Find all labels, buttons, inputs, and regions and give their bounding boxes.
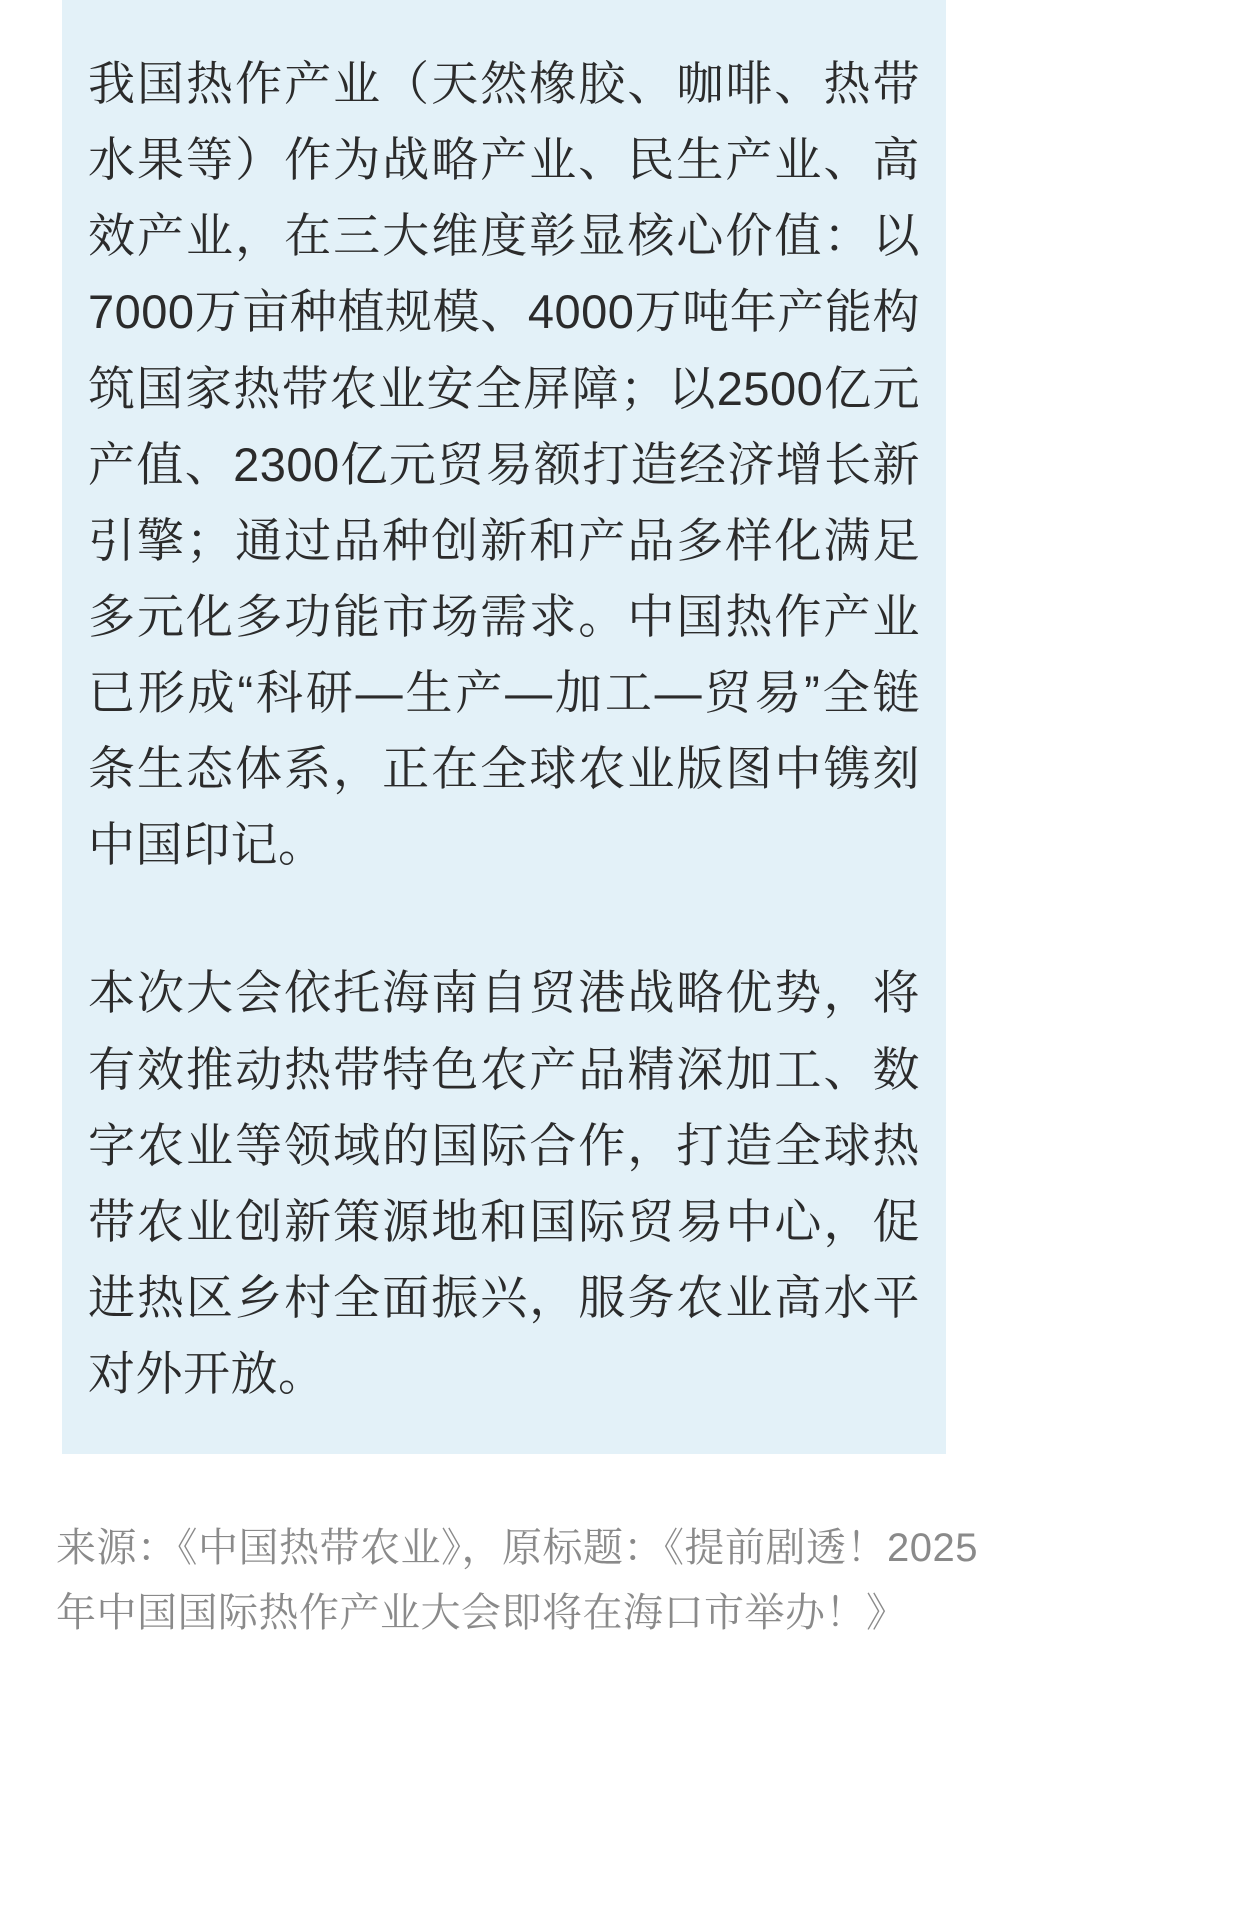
highlighted-article-body: [62, 0, 946, 1454]
article-paragraph-1: 我国热作产业（天然橡胶、咖啡、热带水果等）作为战略产业、民生产业、高效产业，在三大维度彰显核心价值：以7000万亩种植规模、4000万吨年产能构筑国家热带农业安全屏障；以2500亿元产值、2300亿元贸易额打造经济增长新引擎；通过品种创新和产品多样化满足多元化多功能市场需求。中国热作产业已形成“科研—生产—加工—贸易”全链条生态体系，正在全球农业版图中镌刻中国印记。: [88, 57, 920, 872]
article-paragraph-2: 本次大会依托海南自贸港战略优势，将有效推动热带特色农产品精深加工、数字农业等领域的国际合作，打造全球热带农业创新策源地和国际贸易中心，促进热区乡村全面振兴，服务农业高水平对外开放。: [88, 966, 920, 1400]
article-source-note: 来源：《中国热带农业》，原标题：《提前剧透！2025年中国国际热作产业大会即将在海口市举办！》: [56, 1526, 978, 1635]
